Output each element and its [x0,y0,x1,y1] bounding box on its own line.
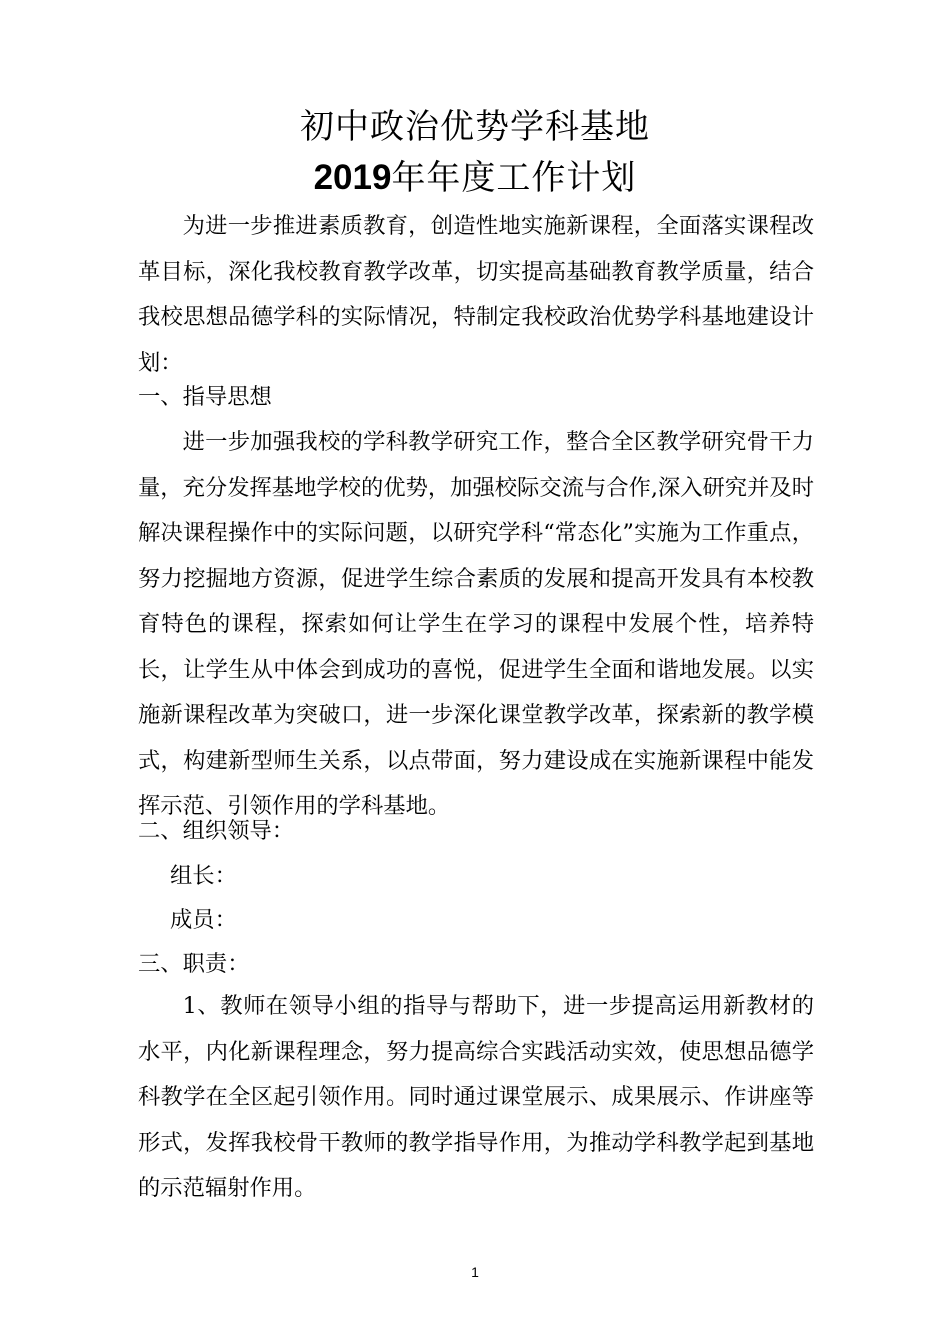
members-label: 成员： [170,907,237,933]
section-3-heading: 三、职责： [138,951,250,977]
section-1-heading: 一、指导思想 [138,384,272,410]
document-title-line-2 [0,158,950,198]
page-number: 1 [471,1264,479,1280]
duty-1-paragraph: 1、教师在领导小组的指导与帮助下，进一步提高运用新教材的水平，内化新课程理念，努力提高综合实践活动实效，使思想品德学科教学在全区起引领作用。同时通过课堂展示、成果展示、作讲座等形式，发挥我校骨干教师的教学指导作用，为推动学科教学起到基地的示范辐射作用。 [138,993,814,1201]
document-title-line-1: 初中政治优势学科基地 [300,107,650,147]
document-title-line-2-text: 年年度工作计划 [391,158,637,198]
section-1-paragraph: 进一步加强我校的学科教学研究工作，整合全区教学研究骨干力量，充分发挥基地学校的优势，加强校际交流与合作,深入研究并及时解决课程操作中的实际问题，以研究学科“常态化”实施为工作重点，努力挖掘地方资源，促进学生综合素质的发展和提高开发具有本校教育特色的课程，探索如何让学生在学习的课程中发展个性，培养特长，让学生从中体会到成功的喜悦，促进学生全面和谐地发展。以实施新课程改革为突破口，进一步深化课堂教学改革，探索新的教学模式，构建新型师生关系，以点带面，努力建设成在实施新课程中能发挥示范、引领作用的学科基地。 [138,429,814,819]
leader-label: 组长： [170,863,237,889]
document-title-year: 2019 [313,158,392,197]
section-2-heading: 二、组织领导： [138,818,295,844]
intro-paragraph: 为进一步推进素质教育，创造性地实施新课程，全面落实课程改革目标，深化我校教育教学改革，切实提高基础教育教学质量，结合我校思想品德学科的实际情况，特制定我校政治优势学科基地建设计划： [138,213,814,376]
